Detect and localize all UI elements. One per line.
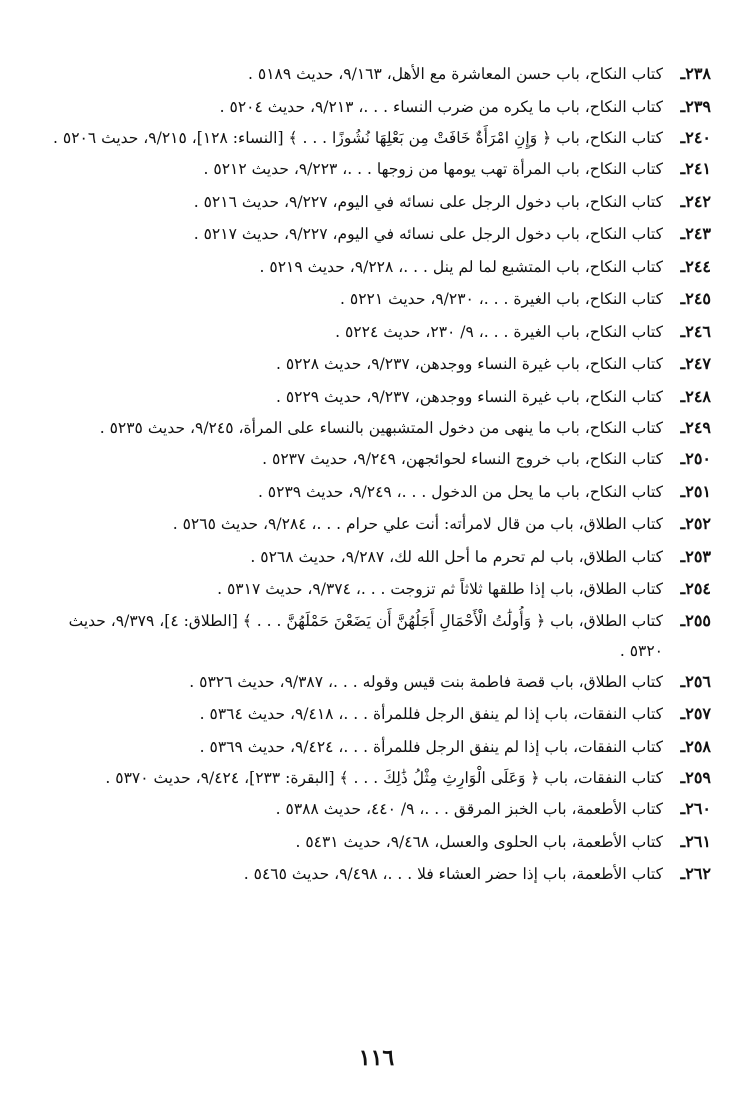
entry-number: ٢٦٢ـ (680, 864, 711, 883)
entry-text: كتاب الطلاق، باب لم تحرم ما أحل الله لك، ٩/٢٨٧، حديث ٥٢٦٨ . (250, 547, 663, 566)
entry-text: كتاب الطلاق، باب ﴿ وَأُولَٰتُ الْأَحْمَالِ أَجَلُهُنَّ أَن يَضَعْنَ حَمْلَهُنَّ . . . ﴾ [الطلاق: ٤]، ٩/٣٧٩، حديث ٥٣٢٠ . (68, 611, 663, 660)
list-item (43, 413, 711, 443)
entry-text: كتاب الأطعمة، باب الخبز المرقق . . .، ٩/ ٤٤٠، حديث ٥٣٨٨ . (275, 800, 663, 818)
entry-number: ٢٤١ـ (680, 159, 711, 178)
entry-number: ٢٤٤ـ (680, 256, 711, 276)
entry-number: ٢٤٩ـ (680, 418, 711, 437)
list-item (43, 666, 711, 699)
list-item (43, 698, 711, 731)
entry-text: كتاب الأطعمة، باب الحلوى والعسل، ٩/٤٦٨، حديث ٥٤٣١ . (295, 832, 663, 851)
list-item (43, 348, 711, 381)
entry-number: ٢٤٦ـ (680, 321, 711, 341)
entry-number: ٢٥٧ـ (680, 704, 711, 723)
entry-number: ٢٥٣ـ (680, 546, 711, 566)
list-item (43, 508, 711, 541)
list-item (43, 606, 711, 666)
entry-number: ٢٤٨ـ (680, 386, 711, 406)
entry-text: كتاب النكاح، باب ما يحل من الدخول . . .، ٩/٢٤٩، حديث ٥٢٣٩ . (257, 482, 663, 501)
list-item (43, 381, 711, 414)
entry-number: ٢٦١ـ (680, 831, 711, 851)
entry-text: كتاب الطلاق، باب إذا طلقها ثلاثاً ثم تزوجت . . .، ٩/٣٧٤، حديث ٥٣١٧ . (217, 580, 663, 598)
entry-number: ٢٤٧ـ (680, 354, 711, 373)
entry-number: ٢٥٠ـ (680, 449, 711, 468)
entry-text: كتاب النكاح، باب الغيرة . . .، ٩/ ٢٣٠، حديث ٥٢٢٤ . (335, 322, 663, 341)
list-item (43, 476, 711, 509)
list-item (43, 826, 711, 859)
list-item (43, 858, 711, 891)
entry-text: كتاب النكاح، باب ما ينهى من دخول المتشبهين بالنساء على المرأة، ٩/٢٤٥، حديث ٥٢٣٥ . (99, 419, 663, 437)
list-item (43, 316, 711, 349)
list-item (43, 153, 711, 186)
list-item (43, 91, 711, 124)
entry-text: كتاب النكاح، باب ما يكره من ضرب النساء . . .، ٩/٢١٣، حديث ٥٢٠٤ . (219, 97, 663, 116)
entry-text: كتاب النكاح، باب غيرة النساء ووجدهن، ٩/٢٣٧، حديث ٥٢٢٨ . (275, 355, 663, 373)
entry-text: كتاب الأطعمة، باب إذا حضر العشاء فلا . . .، ٩/٤٩٨، حديث ٥٤٦٥ . (243, 865, 663, 883)
entry-number: ٢٥٨ـ (680, 736, 711, 756)
list-item (43, 793, 711, 826)
entry-number: ٢٤٠ـ (680, 128, 711, 147)
entry-text: كتاب الطلاق، باب من قال لامرأته: أنت علي حرام . . .، ٩/٢٨٤، حديث ٥٢٦٥ . (172, 515, 663, 533)
list-item (43, 443, 711, 476)
entry-number: ٢٤٥ـ (680, 289, 711, 308)
reference-list (43, 58, 711, 891)
entry-text: كتاب النكاح، باب حسن المعاشرة مع الأهل، ٩/١٦٣، حديث ٥١٨٩ . (248, 65, 663, 83)
list-item (43, 283, 711, 316)
entry-text: كتاب الطلاق، باب قصة فاطمة بنت قيس وقوله . . .، ٩/٣٨٧، حديث ٥٣٢٦ . (189, 672, 663, 691)
entry-number: ٢٥٤ـ (680, 579, 711, 598)
list-item (43, 58, 711, 91)
page-number: ١١٦ (358, 1045, 395, 1071)
entry-text: كتاب النكاح، باب المتشبع لما لم ينل . . .، ٩/٢٢٨، حديث ٥٢١٩ . (259, 257, 663, 276)
list-item (43, 123, 711, 153)
entry-number: ٢٥٩ـ (680, 768, 711, 787)
entry-text: كتاب النكاح، باب خروج النساء لحوائجهن، ٩/٢٤٩، حديث ٥٢٣٧ . (262, 450, 663, 468)
entry-number: ٢٤٣ـ (680, 224, 711, 243)
entry-text: كتاب النكاح، باب دخول الرجل على نسائه في اليوم، ٩/٢٢٧، حديث ٥٢١٧ . (193, 225, 663, 243)
entry-number: ٢٣٨ـ (680, 64, 711, 83)
entry-text: كتاب النكاح، باب المرأة تهب يومها من زوجها . . .، ٩/٢٢٣، حديث ٥٢١٢ . (203, 160, 663, 178)
entry-number: ٢٤٢ـ (680, 191, 711, 211)
entry-number: ٢٥٥ـ (680, 610, 711, 630)
entry-text: كتاب النكاح، باب ﴿ وَإِنِ امْرَأَةٌ خَافَتْ مِن بَعْلِهَا نُشُوزًا . . . ﴾ [النساء: ١٢٨]، ٩/٢١٥، حديث ٥٢٠٦ . (53, 129, 663, 147)
list-item (43, 541, 711, 574)
entry-number: ٢٦٠ـ (680, 799, 711, 818)
list-item (43, 186, 711, 219)
list-item (43, 218, 711, 251)
entry-text: كتاب النكاح، باب دخول الرجل على نسائه في اليوم، ٩/٢٢٧، حديث ٥٢١٦ . (193, 192, 663, 211)
entry-number: ٢٥١ـ (680, 481, 711, 501)
list-item (43, 763, 711, 793)
entry-number: ٢٣٩ـ (680, 96, 711, 116)
entry-text: كتاب النكاح، باب غيرة النساء ووجدهن، ٩/٢٣٧، حديث ٥٢٢٩ . (275, 387, 663, 406)
list-item (43, 251, 711, 284)
list-item (43, 731, 711, 764)
entry-text: كتاب النكاح، باب الغيرة . . .، ٩/٢٣٠، حديث ٥٢٢١ . (340, 290, 663, 308)
entry-text: كتاب النفقات، باب إذا لم ينفق الرجل فللمرأة . . .، ٩/٤١٨، حديث ٥٣٦٤ . (199, 705, 663, 723)
entry-number: ٢٥٢ـ (680, 514, 711, 533)
entry-number: ٢٥٦ـ (680, 671, 711, 691)
entry-text: كتاب النفقات، باب ﴿ وَعَلَى الْوَارِثِ مِثْلُ ذَٰلِكَ . . . ﴾ [البقرة: ٢٣٣]، ٩/٤٢٤، حديث ٥٣٧٠ . (105, 769, 663, 787)
list-item (43, 573, 711, 606)
entry-text: كتاب النفقات، باب إذا لم ينفق الرجل فللمرأة . . .، ٩/٤٢٤، حديث ٥٣٦٩ . (199, 737, 663, 756)
